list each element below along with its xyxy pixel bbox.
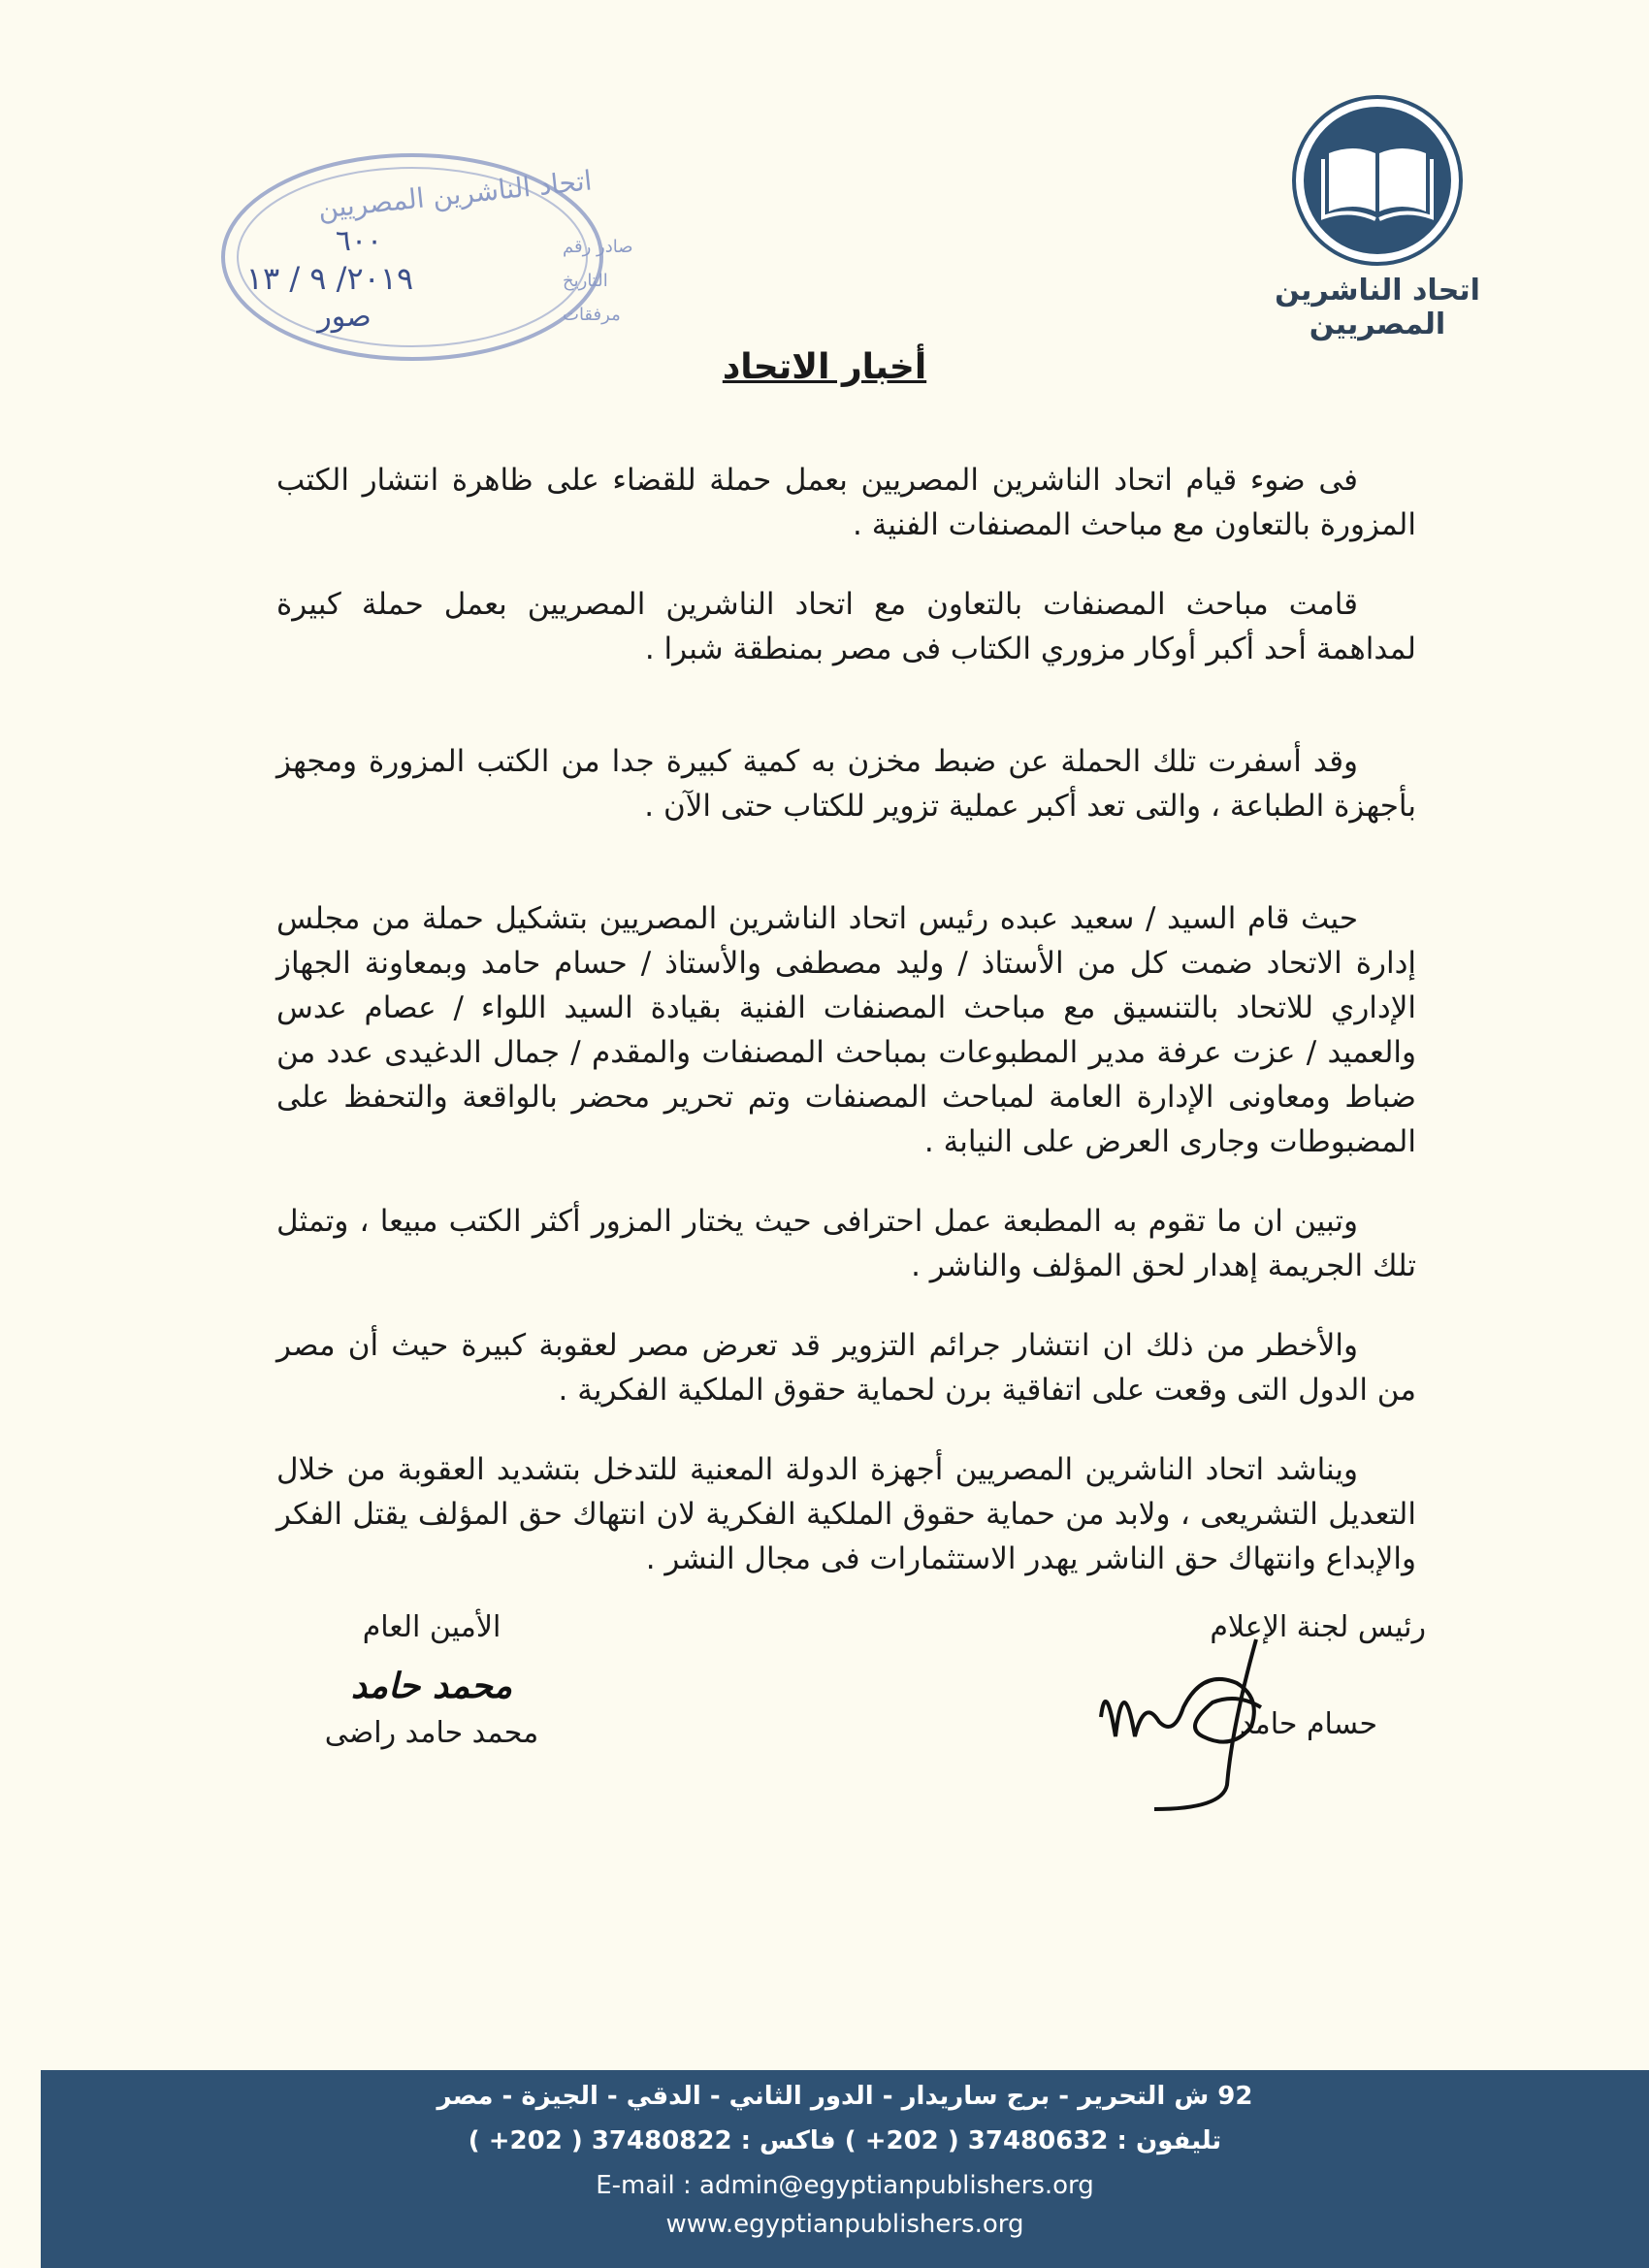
paragraph-6: والأخطر من ذلك ان انتشار جرائم التزوير قد تعرض مصر لعقوبة كبيرة حيث أن مصر من الدول التى وقعت على اتفاقية برن لحماية حقوق الملكية الفكرية . [276,1328,1416,1408]
footer-address: 92 ش التحرير - برج ساريدار - الدور الثاني - الدقي - الجيزة - مصر [436,2082,1253,2111]
publishers-union-logo [1290,93,1465,268]
svg-text:محمد حامد: محمد حامد [350,1667,513,1706]
media-head-handwritten-signature [1067,1591,1436,1814]
stamp-attachments-label: مرفقات [563,305,621,325]
paragraph-4: حيث قام السيد / سعيد عبده رئيس اتحاد الناشرين المصريين بتشكيل حملة من مجلس إدارة الاتحاد ضمت كل من الأستاذ / وليد مصطفى والأستاذ / حسام حامد وبمعاونة الجهاز الإداري للاتحاد بالتنسيق مع مباحث المصنفات الفنية بقيادة السيد اللواء / عصام عدس والعميد / عزت عرفة مدير المطبوعات بمباحث المصنفات والمقدم / جمال الدغيدى عدد من ضباط ومعاونى الإدارة العامة لمباحث المصنفات وتم تحرير محضر بالواقعة والتحفظ على المضبوطات وجارى العرض على النيابة . [276,901,1416,1159]
signature-media-committee-head [1067,1591,1436,1814]
secretary-role: الأمين العام [362,1610,501,1644]
document-title: أخبار الاتحاد [722,347,927,387]
paragraph-7: ويناشد اتحاد الناشرين المصريين أجهزة الدولة المعنية للتدخل بتشديد العقوبة من خلال التعديل التشريعى ، ولابد من حماية حقوق الملكية الفكرية لان انتهاك حق المؤلف يقتل الفكر والإبداع وانتهاك حق الناشر يهدر الاستثمارات فى مجال النشر . [276,1452,1416,1576]
stamp-attachments: صور [317,300,372,334]
secretary-handwritten-signature [310,1654,553,1712]
paragraph-2: قامت مباحث المصنفات بالتعاون مع اتحاد الناشرين المصريين بعمل حملة كبيرة لمداهمة أحد أكبر أوكار مزوري الكتاب فى مصر بمنطقة شبرا . [276,587,1416,666]
stamp-org: اتحاد الناشرين المصريين [316,164,594,225]
paragraph-1: فى ضوء قيام اتحاد الناشرين المصريين بعمل حملة للقضاء على ظاهرة انتشار الكتب المزورة بالتعاون مع مباحث المصنفات الفنية . [276,463,1416,542]
footer-phone-fax: تليفون : 37480632 ( 202+ ) فاكس : 37480822 ( 202+ ) [468,2126,1222,2155]
stamp-number: ٦٠٠ [335,224,383,258]
paragraph-3: وقد أسفرت تلك الحملة عن ضبط مخزن به كمية كبيرة جدا من الكتب المزورة ومجهز بأجهزة الطباعة ، والتى تعد أكبر عملية تزوير للكتاب حتى الآن . [276,744,1416,824]
document-body [276,458,1416,1581]
stamp-date: ٢٠١٩/ ٩ / ١٣ [245,260,414,297]
footer-email[interactable]: E-mail : admin@egyptianpublishers.org [596,2171,1094,2200]
signature-secretary-general [310,1610,553,1750]
stamp-date-label: التاريخ [563,271,608,291]
letterhead-footer [41,2070,1649,2268]
media-head-role: رئيس لجنة الإعلام [1210,1610,1426,1644]
stamp-number-label: صادر رقم [563,237,633,257]
paragraph-5: وتبين ان ما تقوم به المطبعة عمل احترافى حيث يختار المزور أكثر الكتب مبيعا ، وتمثل تلك الجريمة إهدار لحق المؤلف والناشر . [276,1204,1416,1283]
media-head-name: حسام حامد [1239,1707,1377,1741]
org-name: اتحاد الناشرين المصريين [1275,274,1480,341]
footer-website[interactable]: www.egyptianpublishers.org [665,2210,1024,2239]
open-book-icon [1290,93,1465,268]
official-stamp [213,146,633,369]
secretary-name: محمد حامد راضى [324,1716,539,1750]
